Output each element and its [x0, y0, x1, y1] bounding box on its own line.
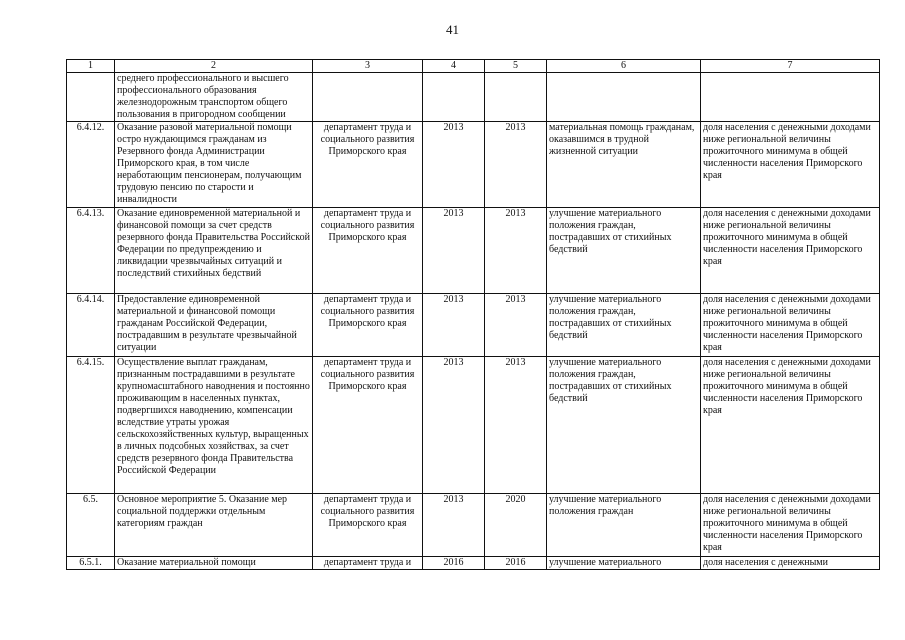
table-row [67, 494, 880, 557]
expected-result [547, 73, 701, 122]
executor: департамент труда и социального развития Приморского края [313, 294, 423, 357]
table-row [67, 208, 880, 294]
expected-result: улучшение материального положения граждан, пострадавших от стихийных бедствий [547, 357, 701, 494]
expected-result: улучшение материального [547, 557, 701, 570]
executor: департамент труда и социального развития Приморского края [313, 494, 423, 557]
indicator: доля населения с денежными доходами ниже региональной величины прожиточного минимума в общей численности населения Приморского края [701, 494, 880, 557]
executor: департамент труда и социального развития Приморского края [313, 357, 423, 494]
start-year: 2013 [423, 294, 485, 357]
measure-text: Оказание материальной помощи [115, 557, 313, 570]
item-number: 6.4.13. [67, 208, 115, 294]
end-year: 2013 [485, 294, 547, 357]
measure-text: Оказание единовременной материальной и финансовой помощи за счет средств резервного фонда Правительства Российской Федерации по предупреждению и ликвидации чрезвычайных ситуаций и последствий стихийных бедствий [115, 208, 313, 294]
column-number: 6 [547, 60, 701, 73]
measure-text: Основное мероприятие 5. Оказание мер социальной поддержки отдельным категориям граждан [115, 494, 313, 557]
measure-text: Оказание разовой материальной помощи остро нуждающимся гражданам из Резервного фонда Администрации Приморского края, в том числе неработающим пенсионерам, получающим трудовую пенсию по старости и инвалидности [115, 122, 313, 208]
expected-result: улучшение материального положения граждан, пострадавших от стихийных бедствий [547, 294, 701, 357]
indicator: доля населения с денежными [701, 557, 880, 570]
item-number: 6.4.12. [67, 122, 115, 208]
start-year: 2013 [423, 357, 485, 494]
start-year: 2013 [423, 208, 485, 294]
column-number: 3 [313, 60, 423, 73]
indicator: доля населения с денежными доходами ниже региональной величины прожиточного минимума в общей численности населения Приморского края [701, 294, 880, 357]
executor: департамент труда и социального развития Приморского края [313, 122, 423, 208]
executor: департамент труда и [313, 557, 423, 570]
measures-table [66, 59, 880, 570]
end-year: 2013 [485, 122, 547, 208]
expected-result: материальная помощь гражданам, оказавшимся в трудной жизненной ситуации [547, 122, 701, 208]
indicator: доля населения с денежными доходами ниже региональной величины прожиточного минимума в общей численности населения Приморского края [701, 208, 880, 294]
item-number [67, 73, 115, 122]
column-number: 5 [485, 60, 547, 73]
indicator: доля населения с денежными доходами ниже региональной величины прожиточного минимума в общей численности населения Приморского края [701, 357, 880, 494]
end-year: 2013 [485, 357, 547, 494]
column-number: 2 [115, 60, 313, 73]
expected-result: улучшение материального положения граждан [547, 494, 701, 557]
indicator [701, 73, 880, 122]
end-year: 2020 [485, 494, 547, 557]
table-row [67, 122, 880, 208]
end-year [485, 73, 547, 122]
end-year: 2013 [485, 208, 547, 294]
start-year: 2013 [423, 494, 485, 557]
item-number: 6.5.1. [67, 557, 115, 570]
item-number: 6.4.14. [67, 294, 115, 357]
indicator: доля населения с денежными доходами ниже региональной величины прожиточного минимума в общей численности населения Приморского края [701, 122, 880, 208]
executor: департамент труда и социального развития Приморского края [313, 208, 423, 294]
item-number: 6.5. [67, 494, 115, 557]
table-row [67, 294, 880, 357]
executor [313, 73, 423, 122]
measure-text: Предоставление единовременной материальной и финансовой помощи гражданам Российской Федерации, пострадавшим в результате чрезвычайной ситуации [115, 294, 313, 357]
measure-text: среднего профессионального и высшего профессионального образования железнодорожным транспортом общего пользования в пригородном сообщении [115, 73, 313, 122]
start-year: 2013 [423, 122, 485, 208]
expected-result: улучшение материального положения граждан, пострадавших от стихийных бедствий [547, 208, 701, 294]
column-number: 4 [423, 60, 485, 73]
end-year: 2016 [485, 557, 547, 570]
column-number: 7 [701, 60, 880, 73]
start-year [423, 73, 485, 122]
measure-text: Осуществление выплат гражданам, признанным пострадавшими в результате крупномасштабного наводнения и постоянно проживающим в населенных пунктах, подвергшихся наводнению, компенсации вследствие утраты урожая сельскохозяйственных культур, выращенных в личных подсобных хозяйствах, за счет средств резервного фонда Правительства Российской Федерации [115, 357, 313, 494]
table-row [67, 73, 880, 122]
table-row [67, 557, 880, 570]
column-number-row [67, 60, 880, 73]
table-row [67, 357, 880, 494]
column-number: 1 [67, 60, 115, 73]
page-number: 41 [446, 22, 459, 37]
start-year: 2016 [423, 557, 485, 570]
item-number: 6.4.15. [67, 357, 115, 494]
